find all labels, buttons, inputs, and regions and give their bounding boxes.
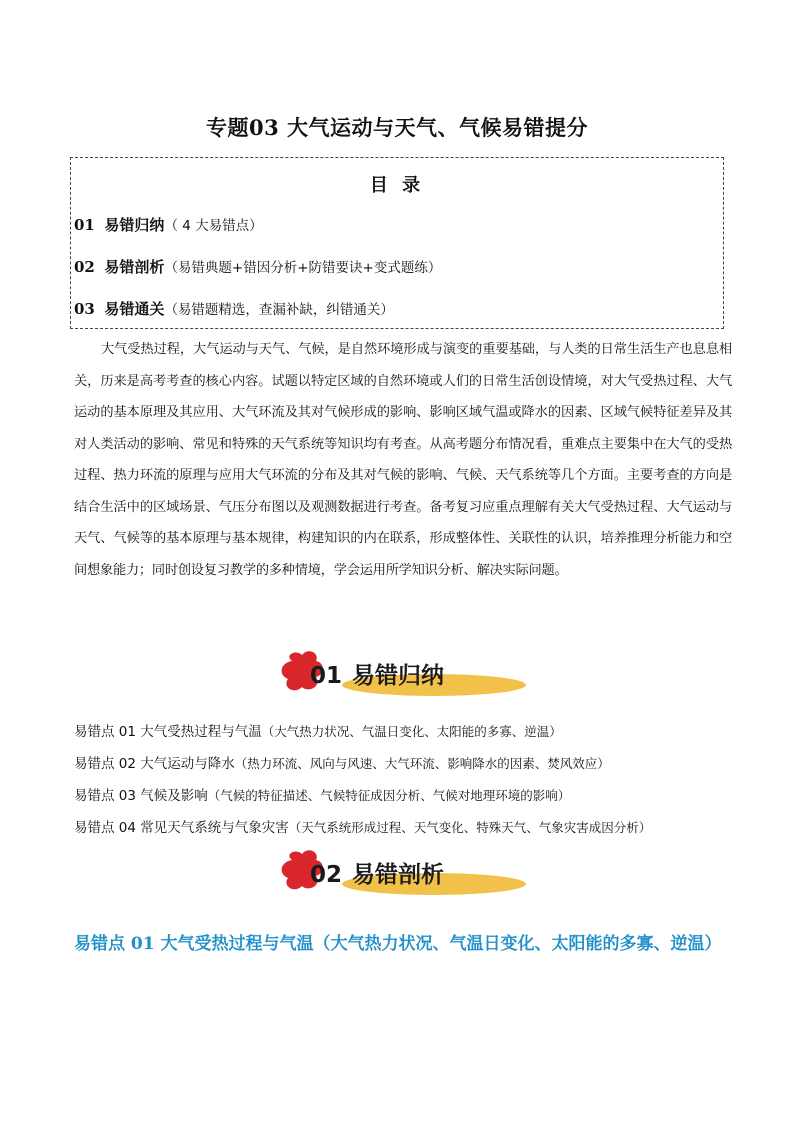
table-of-contents — [70, 157, 724, 329]
section-label: 易错剖析 — [352, 862, 445, 888]
section-banner-01 — [274, 647, 534, 703]
toc-item-num: 02 — [74, 258, 95, 276]
toc-item-num: 03 — [74, 300, 95, 318]
error-point-detail: （热力环流、风向与风速、大气环流、影响降水的因素、焚风效应） — [234, 756, 610, 771]
error-point-prefix: 易错点 03 — [74, 788, 136, 804]
toc-item-note: （易错题精选，查漏补缺，纠错通关） — [164, 302, 394, 318]
error-point-detail: （大气热力状况、气温日变化、太阳能的多寡、逆温） — [261, 724, 562, 739]
section-number: 01 — [310, 663, 343, 689]
section-banner-text — [310, 657, 444, 690]
section-number: 02 — [310, 862, 343, 888]
toc-item-label: 易错归纳 — [104, 216, 165, 234]
error-point-01[interactable] — [74, 720, 562, 740]
section-banner-02 — [274, 846, 534, 902]
error-point-03[interactable] — [74, 784, 570, 804]
intro-paragraph: 大气受热过程，大气运动与天气、气候，是自然环境形成与演变的重要基础，与人类的日常生活生产也息息相关，历来是高考考查的核心内容。试题以特定区域的自然环境或人们的日常生活创设情境，对大气受热过程、大气运动的基本原理及其应用、大气环流及其对气候形成的影响、影响区域气温或降水的因素、区域气候特征差异及其对人类活动的影响、常见和特殊的天气系统等知识均有考查。从高考题分布情况看，重难点主要集中在大气的受热过程、热力环流的原理与应用大气环流的分布及其对气候的影响、气候、天气系统等几个方面。主要考查的方向是结合生活中的区域场景、气压分布图以及观测数据进行考查。备考复习应重点理解有关大气受热过程、大气运动与天气、气候等的基本原理与基本规律，构建知识的内在联系，形成整体性、关联性的认识，培养推理分析能力和空间想象能力；同时创设复习教学的多种情境，学会运用所学知识分析、解决实际问题。 — [74, 342, 732, 578]
toc-item-num: 01 — [74, 216, 95, 234]
toc-item-02[interactable] — [74, 256, 441, 277]
toc-item-03[interactable] — [74, 298, 394, 319]
error-point-prefix: 易错点 04 — [74, 820, 136, 836]
toc-item-label: 易错通关 — [104, 300, 165, 318]
error-point-prefix: 易错点 01 — [74, 724, 136, 740]
toc-item-note: （易错典题+错因分析+防错要诀+变式题练） — [164, 260, 442, 276]
error-point-prefix: 易错点 02 — [74, 756, 136, 772]
page-title: 专题03 大气运动与天气、气候易错提分 — [205, 115, 589, 140]
error-point-title: 气候及影响 — [140, 788, 208, 804]
toc-item-note: （ 4 大易错点） — [164, 218, 263, 234]
toc-item-label: 易错剖析 — [104, 258, 165, 276]
error-point-detail: （天气系统形成过程、天气变化、特殊天气、气象灾害成因分析） — [288, 820, 652, 835]
section-banner-text — [310, 856, 444, 889]
error-point-02[interactable] — [74, 752, 610, 772]
error-point-detail: （气候的特征描述、气候特征成因分析、气候对地理环境的影响） — [207, 788, 571, 803]
section-label: 易错归纳 — [352, 663, 445, 689]
error-point-title: 常见天气系统与气象灾害 — [140, 820, 289, 836]
error-point-04[interactable] — [74, 816, 651, 836]
toc-heading: 目 录 — [369, 175, 425, 196]
toc-item-01[interactable] — [74, 214, 263, 235]
error-point-title: 大气运动与降水 — [140, 756, 235, 772]
sub-heading: 易错点 01 大气受热过程与气温（大气热力状况、气温日变化、太阳能的多寡、逆温） — [74, 934, 722, 954]
error-point-title: 大气受热过程与气温 — [140, 724, 262, 740]
